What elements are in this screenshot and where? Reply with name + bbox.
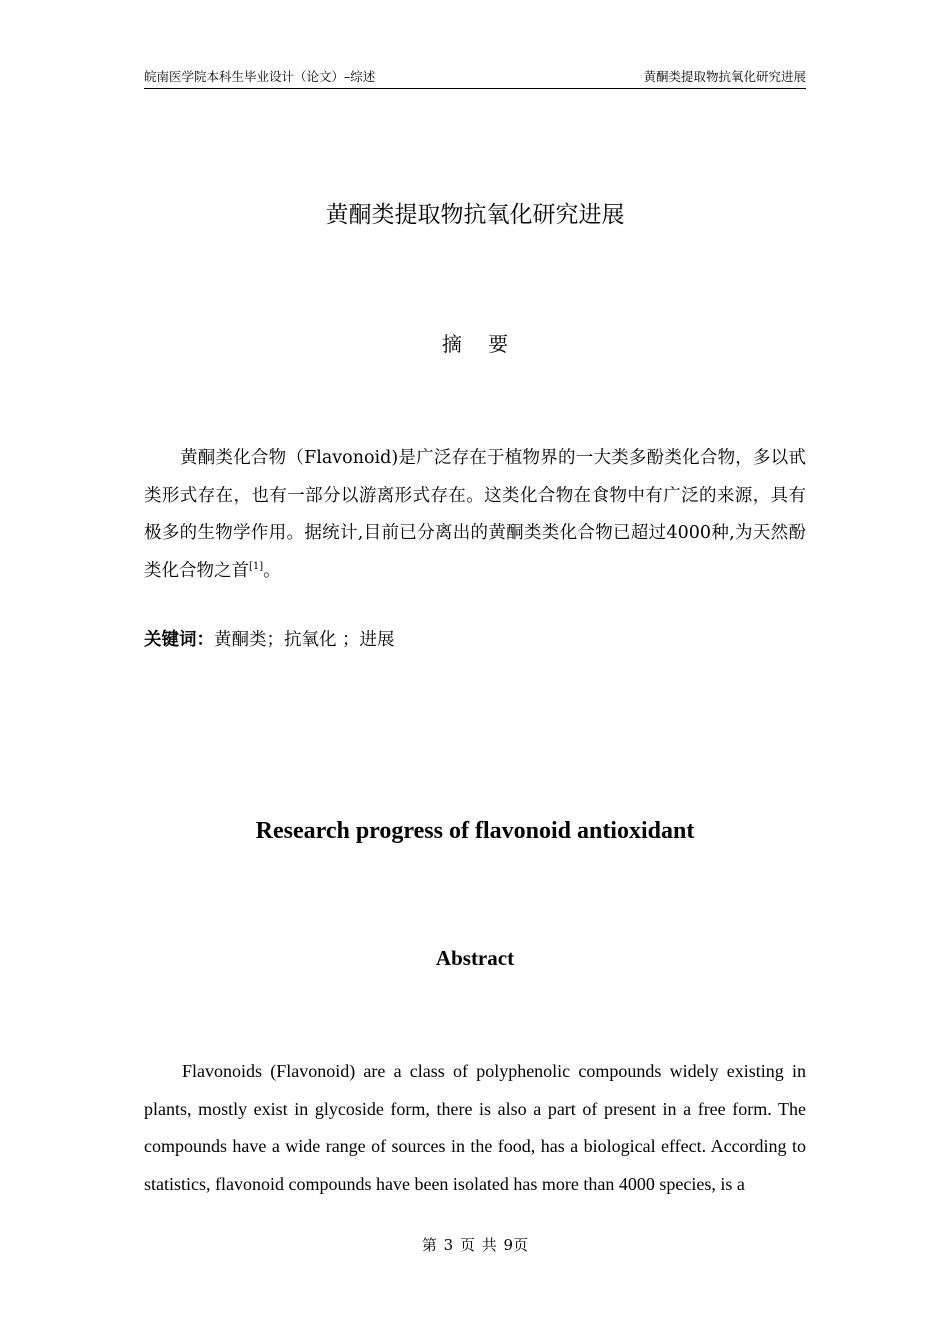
- chinese-keywords: [144, 624, 806, 656]
- page-header: [144, 68, 806, 89]
- page-footer: 第 3 页 共 9页: [421, 1236, 529, 1254]
- english-abstract-paragraph: Flavonoids (Flavonoid) are a class of polyphenolic compounds widely existing in plants, mostly exist in glycoside form, there is also a part of present in a free form. The compounds have a wide range of sources in the food, has a biological effect. According to statistics, flavonoid compounds have been isolated has more than 4000 species, is a: [144, 1061, 806, 1194]
- keywords-value: 黄酮类；抗氧化 ；进展: [214, 630, 395, 650]
- chinese-abstract-end: 。: [263, 560, 281, 581]
- header-left-text: 皖南医学院本科生毕业设计（论文）–综述: [144, 69, 376, 84]
- citation-marker: [1]: [249, 560, 264, 572]
- chinese-title: 黄酮类提取物抗氧化研究进展: [325, 202, 625, 228]
- chinese-abstract-text: 黄酮类化合物（Flavonoid)是广泛存在于植物界的一大类多酚类化合物，多以甙类形式存在，也有一部分以游离形式存在。这类化合物在食物中有广泛的来源，具有极多的生物学作用。据统计,目前已分离出的黄酮类类化合物已超过4000种,为天然酚类化合物之首: [144, 448, 806, 581]
- english-title: Research progress of flavonoid antioxidant: [255, 818, 695, 844]
- english-abstract-heading: Abstract: [435, 946, 515, 970]
- chinese-abstract-heading: 摘 要: [441, 332, 519, 356]
- chinese-abstract-paragraph: [144, 440, 806, 590]
- header-right-text: 黄酮类提取物抗氧化研究进展: [643, 69, 806, 84]
- keywords-label: 关键词：: [144, 630, 214, 650]
